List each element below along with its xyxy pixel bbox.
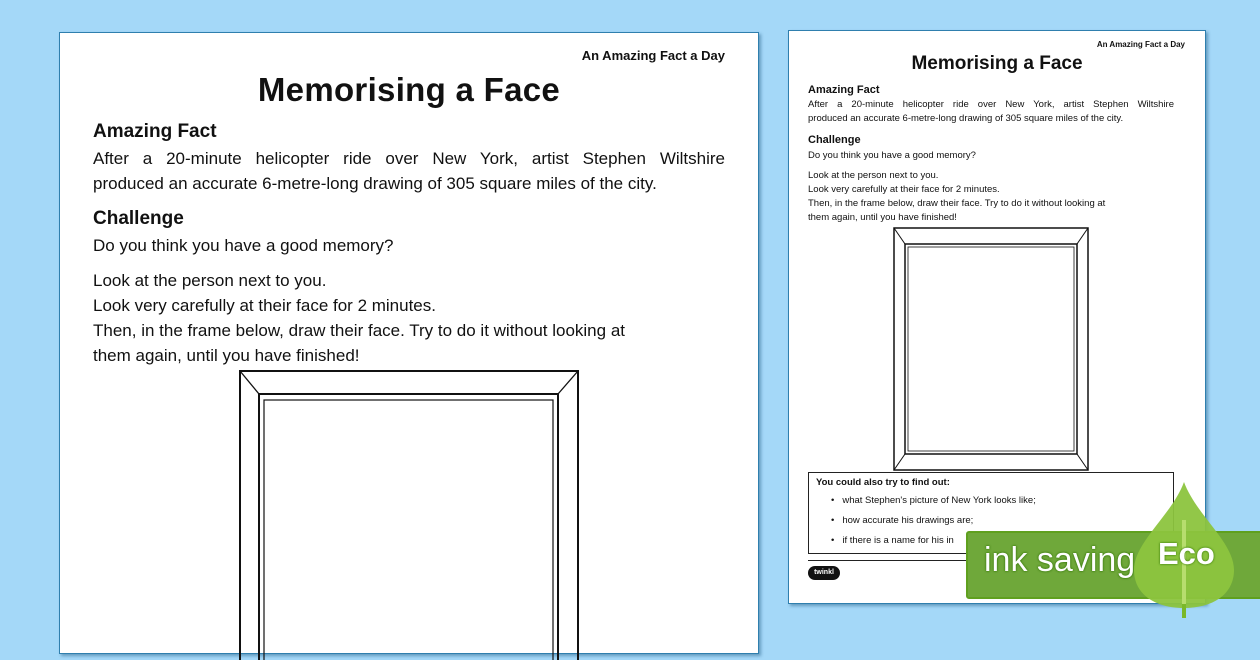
instruction-line: Look at the person next to you. [808,170,939,181]
find-out-lead: You could also try to find out: [816,477,950,488]
fact-text-line: produced an accurate 6-metre-long drawing of 305 square miles of the city. [808,113,1124,124]
fact-heading: Amazing Fact [93,121,217,142]
challenge-heading: Challenge [808,134,861,146]
instruction-line: Then, in the frame below, draw their face. Try to do it without looking at [808,198,1106,209]
series-label: An Amazing Fact a Day [1096,40,1185,49]
instruction-line: Then, in the frame below, draw their face. Try to do it without looking at [93,321,625,340]
eco-leaf-badge [1134,480,1236,620]
drawing-frame [239,370,581,660]
fact-text-line: produced an accurate 6-metre-long drawing of 305 square miles of the city. [93,174,657,193]
drawing-frame [893,227,1089,471]
challenge-question: Do you think you have a good memory? [808,150,976,161]
find-out-item: • if there is a name for his in [831,531,1036,551]
challenge-question: Do you think you have a good memory? [93,236,394,255]
find-out-item: • what Stephen's picture of New York looks like; [831,491,1036,511]
challenge-heading: Challenge [93,208,184,229]
fact-heading: Amazing Fact [808,84,880,96]
instruction-line: Look very carefully at their face for 2 minutes. [808,184,1000,195]
worksheet-preview-large [59,32,759,654]
series-label: An Amazing Fact a Day [581,48,725,63]
twinkl-logo: twinkl [808,566,840,580]
ink-saving-label: ink saving [984,541,1136,579]
worksheet-title: Memorising a Face [911,53,1083,74]
fact-text-line: After a 20-minute helicopter ride over New York, artist Stephen Wiltshire [93,149,725,168]
find-out-item: • how accurate his drawings are; [831,511,1036,531]
eco-label: Eco [1158,536,1215,571]
instruction-line: them again, until you have finished! [808,212,957,223]
instruction-line: them again, until you have finished! [93,346,360,365]
fact-text-line: After a 20-minute helicopter ride over New York, artist Stephen Wiltshire [808,99,1174,110]
instruction-line: Look at the person next to you. [93,271,327,290]
worksheet-title: Memorising a Face [257,71,561,108]
instruction-line: Look very carefully at their face for 2 minutes. [93,296,436,315]
